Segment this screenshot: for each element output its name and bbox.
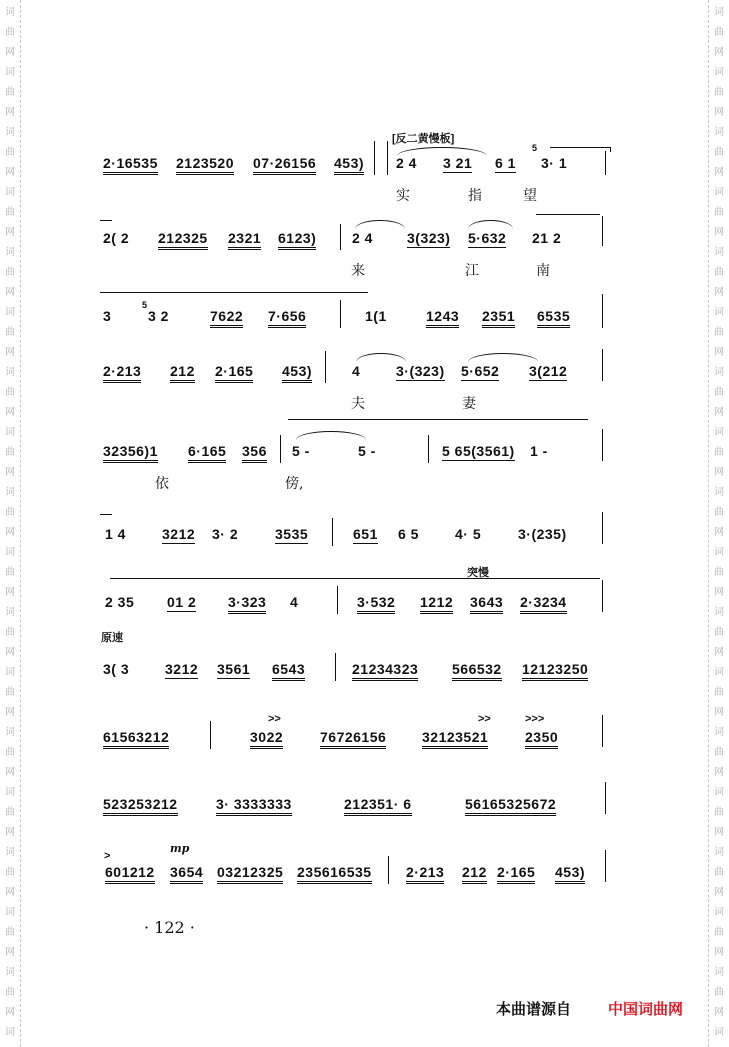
barline (428, 435, 429, 463)
footer-site-name[interactable]: 中国词曲网 (608, 1001, 684, 1018)
slur (296, 431, 366, 440)
accent-mark: >>> (525, 713, 545, 725)
lyric: 指 (468, 188, 482, 204)
barline (387, 141, 388, 175)
watermark-glyph: 词 (714, 967, 724, 978)
watermark-glyph: 网 (714, 347, 724, 358)
lyric: 江 (465, 263, 479, 279)
watermark-glyph: 词 (5, 127, 15, 138)
barline (325, 351, 326, 383)
note-group: 3·(235) (518, 526, 567, 542)
note-group: 1212 (420, 594, 453, 614)
watermark-glyph: 网 (714, 887, 724, 898)
watermark-glyph: 词 (714, 127, 724, 138)
lyric: 妻 (462, 396, 476, 412)
note-group: 212 (170, 363, 195, 383)
watermark-glyph: 曲 (714, 387, 724, 398)
note-group: 32356)1 (103, 443, 158, 463)
note-group: 235616535 (297, 864, 372, 884)
barline (332, 518, 333, 546)
slur (468, 353, 538, 362)
watermark-glyph: 曲 (5, 267, 15, 278)
note-group: 07·26156 (253, 155, 316, 175)
tempo-marking-original: 原速 (101, 632, 123, 644)
watermark-glyph: 网 (5, 767, 15, 778)
watermark-glyph: 网 (714, 407, 724, 418)
watermark-glyph: 词 (5, 967, 15, 978)
note-group: 32123521 (422, 729, 488, 749)
note-group: 2 4 (352, 230, 373, 246)
watermark-glyph: 词 (714, 67, 724, 78)
note-group: 2( 2 (103, 230, 130, 246)
watermark-glyph: 词 (714, 187, 724, 198)
lyric: 实 (396, 188, 410, 204)
watermark-glyph: 网 (714, 47, 724, 58)
watermark-glyph: 词 (5, 7, 15, 18)
note-group: 5 65(3561) (442, 443, 515, 459)
watermark-glyph: 网 (5, 287, 15, 298)
note-group: 2351 (482, 308, 515, 328)
note-group: 3535 (275, 526, 309, 542)
note-group: 03212325 (217, 864, 283, 884)
barline (340, 300, 341, 328)
watermark-glyph: 词 (714, 547, 724, 558)
note-group: 3· 3333333 (216, 796, 292, 816)
note-group: 2123520 (176, 155, 234, 175)
watermark-glyph: 词 (714, 487, 724, 498)
barline (280, 435, 281, 463)
watermark-glyph: 词 (5, 67, 15, 78)
note-group: 3( 3 (103, 661, 130, 677)
watermark-glyph: 网 (5, 47, 15, 58)
watermark-glyph: 曲 (714, 867, 724, 878)
watermark-glyph: 网 (714, 767, 724, 778)
watermark-glyph: 曲 (714, 447, 724, 458)
watermark-glyph: 词 (714, 667, 724, 678)
watermark-glyph: 词 (5, 307, 15, 318)
note-group: 2350 (525, 729, 558, 749)
note-group: 3643 (470, 594, 503, 614)
note-group: 1243 (426, 308, 459, 328)
note-group: 3212 (162, 526, 196, 542)
watermark-glyph: 网 (5, 827, 15, 838)
watermark-glyph: 词 (5, 187, 15, 198)
lyric: 望 (523, 188, 537, 204)
note-group: 212325 (158, 230, 208, 250)
barline (602, 294, 603, 328)
note-group: 2·3234 (520, 594, 567, 614)
barline (335, 653, 336, 681)
note-group: 2·213 (406, 864, 444, 884)
dynamic-marking: mp (170, 842, 190, 855)
barline (337, 586, 338, 614)
watermark-glyph: 曲 (5, 807, 15, 818)
note-group: 6 1 (495, 155, 516, 171)
note-group: 2·213 (103, 363, 141, 383)
note-group: 6123) (278, 230, 316, 250)
watermark-glyph: 网 (5, 647, 15, 658)
watermark-glyph: 词 (714, 787, 724, 798)
note-group: 566532 (452, 661, 502, 681)
note-group: 6·165 (188, 443, 226, 463)
note-group: 1 - (530, 443, 548, 459)
watermark-glyph: 词 (714, 307, 724, 318)
watermark-glyph: 网 (5, 407, 15, 418)
note-group: 21 2 (532, 230, 562, 246)
lyric: 依 (155, 476, 169, 492)
note-group: 4· 5 (455, 526, 482, 542)
watermark-glyph: 曲 (714, 987, 724, 998)
note-group: 2·16535 (103, 155, 158, 175)
watermark-glyph: 网 (5, 707, 15, 718)
note-group: 5·652 (461, 363, 500, 379)
watermark-glyph: 曲 (714, 507, 724, 518)
watermark-glyph: 曲 (714, 267, 724, 278)
note-group: 523253212 (103, 796, 178, 816)
note-group: 4 (352, 363, 361, 379)
watermark-glyph: 网 (5, 467, 15, 478)
watermark-glyph: 词 (714, 7, 724, 18)
tie (100, 514, 112, 519)
note-group: 01 2 (167, 594, 197, 610)
watermark-glyph: 网 (5, 947, 15, 958)
watermark-glyph: 曲 (5, 207, 15, 218)
watermark-glyph: 网 (714, 587, 724, 598)
barline (602, 715, 603, 747)
watermark-glyph: 词 (714, 367, 724, 378)
note-group: 6543 (272, 661, 305, 681)
watermark-glyph: 词 (714, 1027, 724, 1038)
watermark-glyph: 曲 (714, 687, 724, 698)
note-group: 5 - (292, 443, 310, 459)
tie (288, 419, 588, 424)
note-group: 3· 2 (212, 526, 239, 542)
watermark-glyph: 网 (5, 227, 15, 238)
note-group: 21234323 (352, 661, 418, 681)
note-group: 3 (103, 308, 112, 324)
tie (100, 220, 112, 225)
barline (210, 721, 211, 749)
watermark-glyph: 网 (714, 467, 724, 478)
note-group: 7·656 (268, 308, 306, 328)
watermark-glyph: 词 (714, 247, 724, 258)
right-watermark-strip (708, 0, 729, 1047)
barline (602, 429, 603, 461)
barline (340, 224, 341, 250)
barline (605, 782, 606, 814)
note-group: 6535 (537, 308, 570, 328)
tempo-marking-sudden-slow: 突慢 (467, 567, 489, 579)
watermark-glyph: 曲 (5, 927, 15, 938)
watermark-glyph: 词 (5, 847, 15, 858)
watermark-glyph: 曲 (5, 507, 15, 518)
tempo-marking-fan-erhuang: [反二黄慢板] (392, 133, 455, 145)
note-group: 3·532 (357, 594, 395, 614)
lyric: 南 (536, 263, 550, 279)
note-group: 5·632 (468, 230, 507, 246)
watermark-glyph: 词 (5, 427, 15, 438)
watermark-glyph: 曲 (714, 807, 724, 818)
note-group: 3 2 (148, 308, 169, 324)
watermark-glyph: 曲 (5, 867, 15, 878)
watermark-glyph: 词 (5, 247, 15, 258)
watermark-glyph: 词 (5, 1027, 15, 1038)
watermark-glyph: 曲 (714, 207, 724, 218)
accent-mark: > (104, 850, 111, 862)
watermark-glyph: 词 (714, 607, 724, 618)
note-group: 61563212 (103, 729, 169, 749)
note-group: 5 - (358, 443, 376, 459)
note-group: 3·323 (228, 594, 266, 614)
page-number: · 122 · (144, 918, 195, 937)
note-group: 2·165 (215, 363, 253, 383)
barline (602, 580, 603, 612)
note-group: 212351· 6 (344, 796, 412, 816)
watermark-glyph: 曲 (714, 747, 724, 758)
watermark-glyph: 网 (714, 107, 724, 118)
footer-source-label: 本曲谱源自 (496, 1001, 572, 1018)
slur (355, 220, 405, 229)
left-watermark-strip (0, 0, 21, 1047)
watermark-glyph: 词 (714, 907, 724, 918)
watermark-glyph: 曲 (5, 747, 15, 758)
note-group: 453) (555, 864, 585, 884)
accent-mark: >> (478, 713, 491, 725)
watermark-glyph: 网 (5, 527, 15, 538)
watermark-glyph: 曲 (5, 687, 15, 698)
note-group: 601212 (105, 864, 155, 884)
watermark-glyph: 曲 (5, 327, 15, 338)
note-group: 56165325672 (465, 796, 556, 816)
watermark-glyph: 曲 (5, 387, 15, 398)
note-group: 212 (462, 864, 487, 884)
barline (602, 512, 603, 544)
watermark-glyph: 曲 (714, 927, 724, 938)
note-group: 7622 (210, 308, 243, 328)
watermark-glyph: 曲 (5, 987, 15, 998)
barline (602, 349, 603, 381)
barline (602, 216, 603, 246)
barline (605, 151, 606, 175)
note-group: 3(323) (407, 230, 451, 246)
barline (605, 850, 606, 882)
watermark-glyph: 网 (714, 227, 724, 238)
grace-note: 5 (142, 300, 148, 310)
tie (110, 578, 600, 583)
lyric: 夫 (351, 396, 365, 412)
note-group: 3· 1 (541, 155, 568, 171)
tie (536, 214, 600, 219)
watermark-glyph: 网 (5, 347, 15, 358)
watermark-glyph: 曲 (714, 627, 724, 638)
note-group: 651 (353, 526, 378, 542)
note-group: 356 (242, 443, 267, 463)
note-group: 3(212 (529, 363, 568, 379)
watermark-glyph: 词 (5, 667, 15, 678)
note-group: 12123250 (522, 661, 588, 681)
watermark-glyph: 词 (5, 727, 15, 738)
watermark-glyph: 网 (714, 167, 724, 178)
watermark-glyph: 词 (5, 487, 15, 498)
watermark-glyph: 词 (714, 847, 724, 858)
tie (550, 147, 611, 152)
barline (388, 856, 389, 884)
tie (100, 292, 368, 297)
watermark-glyph: 词 (714, 427, 724, 438)
note-group: 6 5 (398, 526, 419, 542)
slur (468, 220, 513, 229)
watermark-glyph: 曲 (714, 567, 724, 578)
watermark-glyph: 曲 (714, 87, 724, 98)
watermark-glyph: 曲 (714, 327, 724, 338)
note-group: 1 4 (105, 526, 126, 542)
watermark-glyph: 词 (5, 607, 15, 618)
accent-mark: >> (268, 713, 281, 725)
note-group: 2321 (228, 230, 261, 250)
slur (356, 353, 406, 362)
watermark-glyph: 曲 (5, 27, 15, 38)
grace-note: 5 (532, 143, 538, 153)
note-group: 453) (334, 155, 364, 175)
note-group: 2 4 (396, 155, 417, 171)
barline (374, 141, 375, 175)
note-group: 4 (290, 594, 299, 610)
note-group: 3654 (170, 864, 203, 884)
watermark-glyph: 网 (714, 287, 724, 298)
note-group: 3561 (217, 661, 251, 677)
watermark-glyph: 网 (714, 1007, 724, 1018)
watermark-glyph: 网 (714, 527, 724, 538)
watermark-glyph: 词 (5, 367, 15, 378)
watermark-glyph: 词 (714, 727, 724, 738)
watermark-glyph: 网 (714, 707, 724, 718)
watermark-glyph: 曲 (5, 567, 15, 578)
watermark-glyph: 网 (714, 947, 724, 958)
note-group: 3·(323) (396, 363, 445, 379)
watermark-glyph: 网 (714, 827, 724, 838)
watermark-glyph: 曲 (5, 627, 15, 638)
note-group: 3212 (165, 661, 199, 677)
watermark-glyph: 词 (5, 907, 15, 918)
watermark-glyph: 网 (5, 887, 15, 898)
note-group: 3022 (250, 729, 283, 749)
note-group: 3 21 (443, 155, 473, 171)
watermark-glyph: 曲 (714, 27, 724, 38)
watermark-glyph: 网 (5, 167, 15, 178)
watermark-glyph: 词 (5, 547, 15, 558)
note-group: 2 35 (105, 594, 135, 610)
watermark-glyph: 网 (5, 1007, 15, 1018)
watermark-glyph: 网 (5, 587, 15, 598)
note-group: 453) (282, 363, 312, 383)
note-group: 1(1 (365, 308, 387, 324)
lyric: 傍, (285, 476, 304, 492)
note-group: 2·165 (497, 864, 535, 884)
watermark-glyph: 曲 (5, 447, 15, 458)
watermark-glyph: 曲 (714, 147, 724, 158)
watermark-glyph: 曲 (5, 147, 15, 158)
lyric: 来 (351, 263, 365, 279)
watermark-glyph: 网 (5, 107, 15, 118)
watermark-glyph: 网 (714, 647, 724, 658)
watermark-glyph: 曲 (5, 87, 15, 98)
watermark-glyph: 词 (5, 787, 15, 798)
note-group: 76726156 (320, 729, 386, 749)
